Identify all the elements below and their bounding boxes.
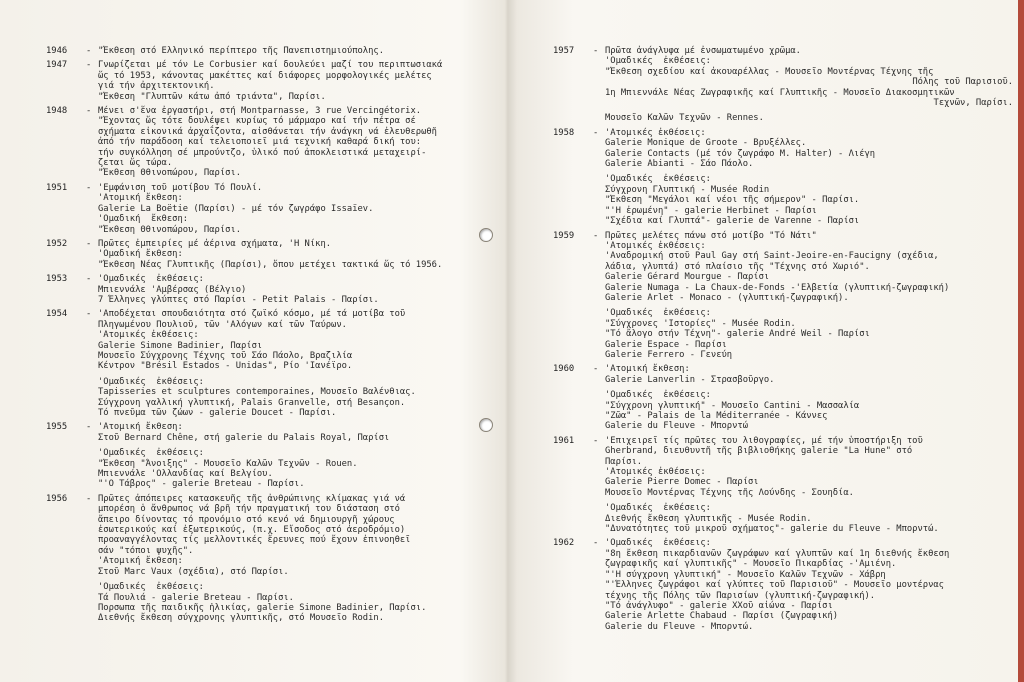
- entry-line: γιά τήν ἀρχιτεκτονική.: [98, 81, 215, 92]
- entry-dash: -: [86, 182, 92, 193]
- entry-line: 'Ομαδική ἔκθεση:: [98, 249, 183, 260]
- entry-year: 1960: [553, 364, 575, 375]
- entry-dash: -: [86, 238, 92, 249]
- right-entries: [553, 46, 1013, 636]
- entry-line: "Τό ἀνάγλυφο" - galerie XXοῦ αἰώνα - Παρίσι: [605, 600, 833, 611]
- entry-year: 1953: [46, 274, 68, 285]
- entry-line: 'Ατομική ἔκθεση:: [98, 422, 183, 433]
- entry-line: ζωγραφικῆς καί γλυπτικῆς" - Μουσεῖο Πικαρδίας -'Αμιένη.: [605, 559, 897, 570]
- entry-text: [98, 422, 501, 489]
- entry-text: [98, 60, 501, 102]
- entry-line: 'Επιχειρεῖ τίς πρῶτες του λιθογραφίες, μέ τήν ὑποστήριξη τοῦ: [605, 435, 923, 446]
- entry-line: Gherbrand, διευθυντῆ τῆς βιβλιοθήκης galerie "La Hune" στό: [605, 446, 913, 457]
- entry-line: Μπιεννάλε 'Ολλανδίας καί Βελγίου.: [98, 469, 273, 480]
- entry-text: [98, 106, 501, 179]
- entry-year: 1962: [553, 538, 575, 549]
- entry-line: 'Ομαδική ἔκθεση:: [98, 214, 189, 225]
- entry-line: 'Αποδέχεται σπουδαιότητα στό ζωϊκό κόσμο, μέ τά μοτίβα τοῦ: [98, 309, 406, 320]
- entry-line: Galerie du Fleuve - Μπορντώ.: [605, 621, 754, 632]
- entry-line: 1η Μπιεννάλε Νέας Ζωγραφικῆς καί Γλυπτικῆς - Μουσεῖο Διακοσμητικῶν: [605, 87, 955, 98]
- entry-line: Μουσεῖο Σύγχρονης Τέχνης τοῦ Σάο Πάολο, Βραζιλία: [98, 350, 353, 361]
- entry-line: ἀπό τήν παράδοση καί τελειοποιεῖ μιά τεχνική καθαρά δική του:: [98, 137, 422, 148]
- entry-dash: -: [593, 127, 599, 138]
- entry-line: ἐσωτερικούς καί ἐξωτερικούς, (π.χ. Εἴσοδος στό ἀεροδρόμιο): [98, 525, 406, 536]
- entry-year: 1958: [553, 127, 575, 138]
- entry-line: σχήματα εἰκονικά ἀρχαΐζοντα, αἰσθάνεται τήν ἀνάγκη νά ἐλευθερωθῆ: [98, 126, 437, 137]
- entry-line: Στοῦ Marc Vaux (σχέδια), στό Παρίσι.: [98, 566, 289, 577]
- entry-text: [98, 183, 501, 235]
- entry-text: [98, 309, 501, 418]
- entry-line: "8η ἔκθεση πικαρδιανῶν ζωγράφων καί γλυπτῶν καί 1η διεθνής ἔκθεση: [605, 548, 950, 559]
- entry-line: ἄπειρο δίνοντας τό προνόμιο στό κενό νά δημιουργῆ χώρους: [98, 514, 395, 525]
- entry-text: [605, 46, 1013, 124]
- entry-line: "Έκθεση Θθινοπώρου, Παρίσι.: [98, 224, 241, 235]
- entry-line: "Έκθεση Νέας Γλυπτικῆς (Παρίσι), ὅπου μετέχει τακτικά ὥς τό 1956.: [98, 259, 443, 270]
- chronology-entry: [46, 60, 501, 102]
- entry-line: Galerie Arlette Chabaud - Παρίσι (ζωγραφική): [605, 611, 839, 622]
- entry-line: 'Ομαδικές ἐκθέσεις:: [98, 448, 204, 459]
- entry-line: "Δυνατότητες τοῦ μικροῦ σχήματος"- galerie du Fleuve - Μπορντώ.: [605, 524, 939, 535]
- entry-year: 1955: [46, 422, 68, 433]
- entry-line: Galerie Abianti - Σάο Πάολο.: [605, 159, 754, 170]
- entry-dash: -: [593, 435, 599, 446]
- entry-line: "Έκθεση σχεδίου καί ἀκουαρέλλας - Μουσεῖο Μοντέρνας Τέχνης τῆς: [605, 66, 934, 77]
- entry-line: "Ζῶα" - Palais de la Méditerranée - Κάννες: [605, 411, 828, 421]
- entry-line: 'Ατομικές ἐκθέσεις:: [605, 240, 706, 251]
- entry-line: Πρῶτες ἀπόπειρες κατασκευῆς τῆς ἀνθρώπινης κλίμακας γιά νά: [98, 493, 406, 504]
- entry-line: 'Ομαδικές ἐκθέσεις:: [605, 390, 711, 401]
- entry-dash: -: [593, 538, 599, 549]
- entry-text: [605, 231, 1013, 361]
- entry-line: τήν συγκόλληση σέ μπρούντζο, ὑλικό πού ἀποκλειστικά μεταχειρί-: [98, 147, 427, 158]
- entry-dash: -: [86, 422, 92, 433]
- entry-year: 1946: [46, 46, 68, 56]
- entry-line: "Έκθεση "Μεγάλοι καί νέοι τῆς σήμερον" - Παρίσι.: [605, 195, 860, 206]
- entry-line: Μπιεννάλε 'Αμβέρσας (Βέλγιο): [98, 284, 247, 295]
- chronology-entry: [553, 538, 1013, 632]
- entry-dash: -: [86, 493, 92, 504]
- entry-line: 'Εμφάνιση τοῦ μοτίβου Τό Πουλί.: [98, 182, 263, 193]
- entry-year: 1957: [553, 46, 575, 56]
- entry-line: "'Η ἐρωμένη" - galerie Herbinet - Παρίσι: [605, 205, 817, 216]
- entry-dash: -: [593, 230, 599, 241]
- entry-year: 1952: [46, 238, 68, 249]
- chronology-entry: [46, 494, 501, 624]
- entry-dash: -: [86, 274, 92, 285]
- chronology-entry: [553, 46, 1013, 124]
- entry-line: 7 Έλληνες γλύπτες στό Παρίσι - Petit Palais - Παρίσι.: [98, 294, 379, 305]
- chronology-entry: [46, 422, 501, 489]
- entry-line: Κέντρον "Brésil Estados - Unidas", Ρίο 'Ιανέϊρο.: [98, 361, 353, 372]
- entry-dash: -: [593, 364, 599, 375]
- entry-line: λάδια, γλυπτά) στό πλαίσιο τῆς "Τέχνης στό Χωριό".: [605, 261, 870, 272]
- entry-line: 'Ατομικές ἐκθέσεις:: [605, 467, 706, 478]
- entry-text: [98, 494, 501, 624]
- page-edge: [1018, 0, 1024, 682]
- entry-line: "'Η σύγχρονη γλυπτική" - Μουσεῖο Καλῶν Τεχνῶν - Χάβρη: [605, 569, 886, 580]
- entry-year: 1948: [46, 106, 68, 117]
- entry-line: 'Αναδρομική στοῦ Paul Gay στή Saint-Jeoire-en-Faucigny (σχέδια,: [605, 251, 939, 262]
- entry-text: [605, 364, 1013, 431]
- entry-year: 1959: [553, 230, 575, 241]
- entry-line: 'Ομαδικές ἐκθέσεις:: [605, 56, 711, 67]
- entry-line: Τό πνεῦμα τῶν ζώων - galerie Doucet - Παρίσι.: [98, 408, 337, 418]
- entry-line: "Έκθεση "Άνοιξης" - Μουσεῖο Καλῶν Τεχνῶν - Rouen.: [98, 458, 358, 469]
- entry-year: 1951: [46, 182, 68, 193]
- chronology-entry: [46, 274, 501, 305]
- entry-dash: -: [86, 60, 92, 71]
- entry-line: μπορέση ὁ ἄνθρωπος νά βρῆ τήν πραγματική του διάσταση στό: [98, 504, 400, 515]
- entry-line: Πρῶτες μελέτες πάνω στό μοτίβο "Τό Νάτι": [605, 230, 817, 241]
- entry-line: Tapisseries et sculptures contemporaines, Μουσεῖο Βαλένθιας.: [98, 387, 416, 398]
- entry-line: Στοῦ Bernard Chêne, στή galerie du Palais Royal, Παρίσι: [98, 432, 390, 443]
- entry-text: [98, 46, 501, 56]
- entry-text: [98, 274, 501, 305]
- entry-line: Galerie Pierre Domec - Παρίσι: [605, 477, 759, 488]
- binding-hole: [479, 418, 493, 432]
- chronology-entry: [46, 106, 501, 179]
- entry-line: Galerie Numaga - La Chaux-de-Fonds -'Ελβετία (γλυπτική-ζωγραφική): [605, 282, 950, 293]
- entry-line: Galerie Espace - Παρίσι: [605, 339, 727, 350]
- entry-line: Σύγχρονη γαλλική γλυπτική, Palais Granvelle, στή Besançon.: [98, 397, 406, 408]
- entry-line: "Σύγχρονες 'Ιστορίες" - Musée Rodin.: [605, 318, 796, 329]
- chronology-entry: [46, 46, 501, 56]
- chronology-entry: [553, 364, 1013, 431]
- entry-line: 'Ομαδικές ἐκθέσεις:: [98, 376, 204, 387]
- entry-line: Galerie Contacts (μέ τόν ζωγράφο M. Halter) - Λιέγη: [605, 148, 876, 159]
- entry-dash: -: [86, 46, 92, 56]
- chronology-entry: [553, 128, 1013, 227]
- entry-line: Πόλης τοῦ Παρισιοῦ.: [912, 77, 1013, 88]
- entry-line: 'Ομαδικές ἐκθέσεις:: [98, 582, 204, 593]
- entry-line: Παρίσι.: [605, 456, 643, 467]
- entry-text: [605, 436, 1013, 535]
- entry-line: ζεται ὥς τώρα.: [98, 158, 173, 169]
- left-page: [0, 0, 505, 682]
- entry-line: "Έκθεση Θθινοπώρου, Παρίσι.: [98, 168, 241, 179]
- entry-line: 'Ομαδικές ἐκθέσεις:: [605, 174, 711, 185]
- entry-line: "Σχέδια καί Γλυπτά"- galerie de Varenne - Παρίσι: [605, 216, 860, 227]
- entry-line: Διεθνής ἔκθεση γλυπτικῆς - Musée Rodin.: [605, 513, 812, 524]
- entry-line: Galerie du Fleuve - Μπορντώ: [605, 421, 748, 432]
- entry-dash: -: [593, 46, 599, 56]
- entry-line: "'Έλληνες ζωγράφοι καί γλύπτες τοῦ Παρισιοῦ" - Μουσεῖο μοντέρνας: [605, 580, 944, 591]
- entry-line: 'Ομαδικές ἐκθέσεις:: [98, 274, 204, 285]
- entry-line: Galerie Simone Badinier, Παρίσι: [98, 340, 263, 351]
- entry-line: Διεθνής ἔκθεση σύγχρονης γλυπτικῆς, στό Μουσεῖο Rodin.: [98, 613, 384, 624]
- entry-line: 'Ομαδικές ἐκθέσεις:: [605, 503, 711, 514]
- entry-text: [605, 128, 1013, 227]
- chronology-entry: [46, 183, 501, 235]
- entry-line: 'Ατομική ἔκθεση:: [98, 556, 183, 567]
- entry-line: "Έχοντας ὥς τότε δουλέψει κυρίως τό μάρμαρο καί τήν πέτρα σέ: [98, 116, 416, 127]
- entry-line: "Τό ἄλογο στήν Τέχνη"- galerie André Weil - Παρίσι: [605, 329, 870, 340]
- entry-text: [98, 239, 501, 270]
- entry-line: Μένει σ'ἕνα ἐργαστήρι, στή Montparnasse, 3 rue Vercingétorix.: [98, 106, 422, 117]
- left-entries: [46, 46, 501, 628]
- entry-line: Πληγωμένου Πουλιοῦ, τῶν 'Αλόγων καί τῶν Ταύρων.: [98, 319, 347, 330]
- entry-line: Μουσεῖο Καλῶν Τεχνῶν - Rennes.: [605, 113, 764, 124]
- entry-line: Πορσωπα τῆς παιδικῆς ἡλικίας, galerie Simone Badinier, Παρίσι.: [98, 602, 427, 613]
- entry-line: 'Ατομική ἔκθεση:: [605, 364, 690, 375]
- entry-line: "'Ο Τάβρος" - galerie Breteau - Παρίσι.: [98, 479, 305, 490]
- entry-line: "Σύγχρονη γλυπτική" - Μουσεῖο Cantini - Μασσαλία: [605, 400, 860, 411]
- chronology-entry: [46, 239, 501, 270]
- entry-line: Galerie Arlet - Monaco - (γλυπτική-ζωγραφική).: [605, 292, 849, 303]
- entry-line: ὥς τό 1953, κάνοντας μακέττες καί διάφορες μορφολογικές μελέτες: [98, 70, 432, 81]
- entry-line: 'Ατομικές ἐκθέσεις:: [98, 330, 199, 341]
- entry-line: προαναγγέλοντας τίς μελλοντικές ἔρευνες πού ἔχουν ἐπινοηθεῖ: [98, 535, 411, 546]
- entry-line: Τεχνῶν, Παρίσι.: [933, 98, 1013, 109]
- chronology-entry: [553, 231, 1013, 361]
- entry-line: "Έκθεση στό Ελληνικό περίπτερο τῆς Πανεπιστημιούπολης.: [98, 46, 384, 56]
- entry-line: "Έκθεση "Γλυπτῶν κάτω ἀπό τριάντα", Παρίσι.: [98, 91, 326, 102]
- entry-line: Galerie Gérard Mourgue - Παρίσι: [605, 272, 770, 283]
- chronology-entry: [46, 309, 501, 418]
- entry-line: Σύγχρονη Γλυπτική - Musée Rodin: [605, 184, 770, 195]
- entry-dash: -: [86, 309, 92, 320]
- entry-year: 1956: [46, 493, 68, 504]
- entry-text: [605, 538, 1013, 632]
- chronology-entry: [553, 436, 1013, 535]
- entry-dash: -: [86, 106, 92, 117]
- entry-line: Πρῶτες ἐμπειρίες μέ ἀέρινα σχήματα, 'Η Νίκη.: [98, 238, 332, 249]
- entry-line: Galerie Ferrero - Γενεύη: [605, 349, 733, 360]
- entry-line: 'Ατομική ἔκθεση:: [98, 193, 183, 204]
- entry-year: 1947: [46, 60, 68, 71]
- entry-year: 1954: [46, 309, 68, 320]
- entry-line: Galerie La Boëtie (Παρίσι) - μέ τόν ζωγράφο Issaïev.: [98, 203, 374, 214]
- entry-line: τέχνης τῆς Πόλης τῶν Παρισίων (γλυπτική-ζωγραφική).: [605, 590, 876, 601]
- entry-line: 'Ομαδικές ἐκθέσεις:: [605, 308, 711, 319]
- right-page: [510, 0, 1020, 682]
- entry-line: 'Ομαδικές ἐκθέσεις:: [605, 538, 711, 549]
- entry-line: Γνωρίζεται μέ τόν Le Corbusier καί δουλεύει μαζί του περιπτωσιακά: [98, 60, 443, 71]
- entry-line: Galerie Monique de Groote - Βρυξέλλες.: [605, 138, 807, 149]
- entry-line: Μουσεῖο Μοντέρνας Τέχνης τῆς Λούνδης - Σουηδία.: [605, 487, 854, 498]
- binding-hole: [479, 228, 493, 242]
- entry-year: 1961: [553, 435, 575, 446]
- entry-line: Galerie Lanverlin - Στρασβοῦργο.: [605, 374, 775, 385]
- entry-line: Τά Πουλιά - galerie Breteau - Παρίσι.: [98, 592, 294, 603]
- entry-line: σάν "τόποι ψυχῆς".: [98, 545, 194, 556]
- entry-line: 'Ατομικές ἐκθέσεις:: [605, 127, 706, 138]
- entry-line: Πρῶτα ἀνάγλυφα μέ ἐνσωματωμένο χρῶμα.: [605, 46, 801, 56]
